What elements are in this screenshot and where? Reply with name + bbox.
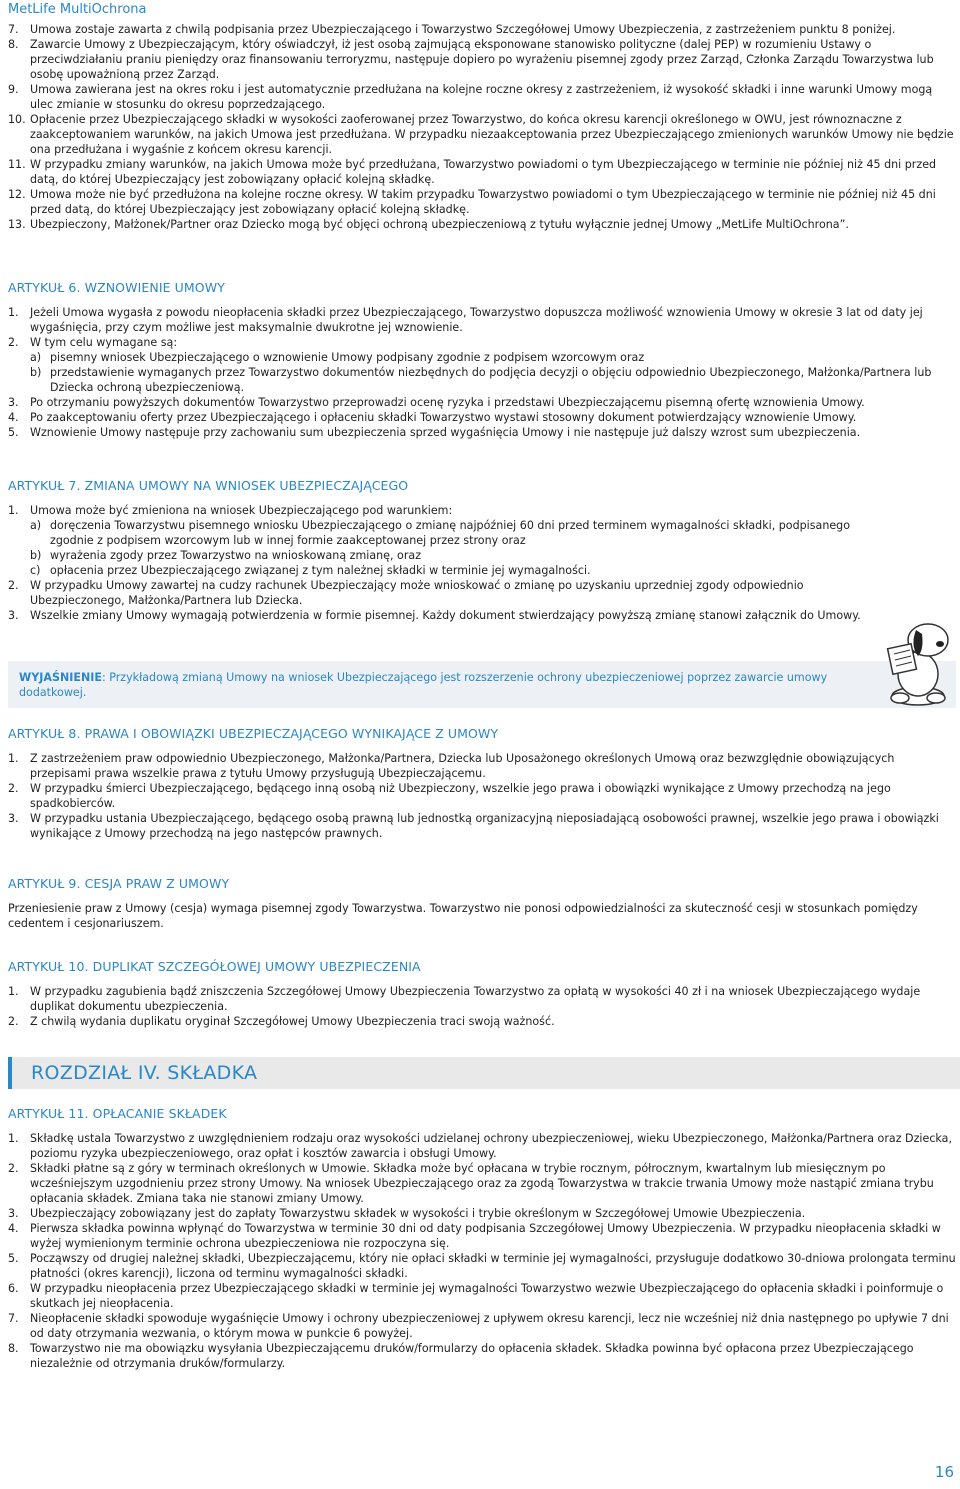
list-item: 5. Wznowienie Umowy następuje przy zachowaniu sum ubezpieczenia sprzed wygaśnięcia Umowy i nie następuje już dalszy wzrost sum ubezpieczenia. <box>8 426 861 439</box>
list-item: 2. W tym celu wymagane są: <box>8 336 178 349</box>
list-item: 8. Towarzystwo nie ma obowiązku wysyłania Ubezpieczającemu druków/formularzy do opłacenia składek. Składka powinna być opłacona przez Ubezpieczającego niezależnie od otrzymania druków/formularzy. <box>8 1342 914 1370</box>
list-item: 1. Umowa może być zmieniona na wniosek Ubezpieczającego pod warunkiem: <box>8 504 453 517</box>
explanation-note <box>8 661 956 708</box>
chapter-title: ROZDZIAŁ IV. SKŁADKA <box>31 1062 258 1084</box>
snoopy-reading-illustration <box>882 616 954 708</box>
sub-item: a) pisemny wniosek Ubezpieczającego o wznowienie Umowy podpisany zgodnie z podpisem wzorcowym oraz <box>30 351 645 364</box>
article-title: ARTYKUŁ 6. WZNOWIENIE UMOWY <box>8 280 225 295</box>
list-item: 2. W przypadku śmierci Ubezpieczającego, będącego inną osobą niż Ubezpieczony, wszelkie jego prawa i obowiązki wynikające z Umowy przechodzą na jego spadkobierców. <box>8 782 891 810</box>
list-item: 12. Umowa może nie być przedłużona na kolejne roczne okresy. W takim przypadku Towarzystwo powiadomi o tym Ubezpieczającego w terminie nie później niż 45 dni przed datą, do której Ubezpieczający jest zobowiązany opłacić kolejną składkę. <box>8 188 936 216</box>
list-item: 3. Ubezpieczający zobowiązany jest do zapłaty Towarzystwu składek w wysokości i trybie określonym w Szczegółowej Umowie Ubezpieczenia. <box>8 1207 806 1220</box>
article-7 <box>8 478 878 623</box>
paragraph: Przeniesienie praw z Umowy (cesja) wymaga pisemnej zgody Towarzystwa. Towarzystwo nie ponosi odpowiedzialności za skuteczność cesji w stosunkach pomiędzy cedentem i cesjonariuszem. <box>8 902 918 930</box>
page-number: 16 <box>934 1463 954 1481</box>
article-10 <box>8 959 956 1029</box>
list-item: 3. Wszelkie zmiany Umowy wymagają potwierdzenia w formie pisemnej. Każdy dokument stwierdzający powyższą zmianę stanowi załącznik do Umowy. <box>8 609 861 622</box>
chapter-header <box>8 1057 960 1089</box>
article-8 <box>8 726 956 841</box>
document-header: MetLife MultiOchrona <box>8 2 147 17</box>
article-title: ARTYKUŁ 8. PRAWA I OBOWIĄZKI UBEZPIECZAJĄCEGO WYNIKAJĄCE Z UMOWY <box>8 726 499 741</box>
list-item: 4. Po zaakceptowaniu oferty przez Ubezpieczającego i opłaceniu składki Towarzystwo wystawi stosowny dokument potwierdzający wznowienie Umowy. <box>8 411 857 424</box>
list-item: 8. Zawarcie Umowy z Ubezpieczającym, który oświadczył, iż jest osobą zajmującą eksponowane stanowisko polityczne (dalej PEP) w rozumieniu Ustawy o przeciwdziałaniu praniu pieniędzy oraz finansowaniu terroryzmu, następuje dopiero po wyrażeniu pisemnej zgody przez Zarząd, Członka Zarządu Towarzystwa lub osobę upoważnioną przez Zarząd. <box>8 38 934 81</box>
list-item: 4. Pierwsza składka powinna wpłynąć do Towarzystwa w terminie 30 dni od daty podpisania Szczegółowej Umowy Ubezpieczenia. W przypadku nieopłacenia składki w wyżej wymienionym terminie ochrona ubezpieczeniowa nie rozpoczyna się. <box>8 1222 941 1250</box>
sub-item: b) wyrażenia zgody przez Towarzystwo na wnioskowaną zmianę, oraz <box>30 549 422 562</box>
article-title: ARTYKUŁ 7. ZMIANA UMOWY NA WNIOSEK UBEZPIECZAJĄCEGO <box>8 478 409 493</box>
note-text: : Przykładową zmianą Umowy na wniosek Ubezpieczającego jest rozszerzenie ochrony ubezpieczeniowej poprzez zawarcie umowy dodatkowej. <box>19 671 828 699</box>
list-item: 10. Opłacenie przez Ubezpieczającego składki w wysokości zaoferowanej przez Towarzystwo, do końca okresu karencji określonego w OWU, jest równoznaczne z zaakceptowaniem warunków, na jakich Umowa jest przedłużana. W przypadku niezaakceptowania przez Ubezpieczającego zmienionych warunków Umowy nie będzie ona przedłużana i wygaśnie z końcem okresu karencji. <box>8 113 954 156</box>
note-label: WYJAŚNIENIE <box>19 671 102 684</box>
sub-item: b) przedstawienie wymaganych przez Towarzystwo dokumentów niezbędnych do podjęcia decyzji o objęciu odpowiednio Ubezpieczonego, Małżonka/Partnera lub Dziecka ochroną ubezpieczeniową. <box>30 366 932 394</box>
sub-item: a) doręczenia Towarzystwu pisemnego wniosku Ubezpieczającego o zmianę najpóźniej 60 dni przed terminem wymagalności składki, podpisanego zgodnie z podpisem wzorcowym lub w innej formie zaakceptowanej przez strony oraz <box>30 519 851 547</box>
article-title: ARTYKUŁ 10. DUPLIKAT SZCZEGÓŁOWEJ UMOWY UBEZPIECZENIA <box>8 959 421 974</box>
list-item: 7. Nieopłacenie składki spowoduje wygaśnięcie Umowy i ochrony ubezpieczeniowej z upływem okresu karencji, lecz nie wcześniej niż dnia następnego po upływie 7 dni od daty otrzymania wezwania, o którym mowa w punkcie 6 powyżej. <box>8 1312 949 1340</box>
article-6 <box>8 280 956 440</box>
list-item: 9. Umowa zawierana jest na okres roku i jest automatycznie przedłużana na kolejne roczne okresy z zastrzeżeniem, iż wysokość składki i inne warunki Umowy mogą ulec zmianie w stosunku do okresu poprzedzającego. <box>8 83 933 111</box>
list-item: 6. W przypadku nieopłacenia przez Ubezpieczającego składki w terminie jej wymagalności Towarzystwo wezwie Ubezpieczającego do opłacenia składki i poinformuje o skutkach jej nieopłacenia. <box>8 1282 944 1310</box>
section-continued <box>8 22 956 232</box>
list-item: 7. Umowa zostaje zawarta z chwilą podpisania przez Ubezpieczającego i Towarzystwo Szczegółowej Umowy Ubezpieczenia, z zastrzeżeniem punktu 8 poniżej. <box>8 23 896 36</box>
list-item: 13. Ubezpieczony, Małżonek/Partner oraz Dziecko mogą być objęci ochroną ubezpieczeniową z tytułu wyłącznie jednej Umowy „MetLife MultiOchrona”. <box>8 218 849 231</box>
article-title: ARTYKUŁ 11. OPŁACANIE SKŁADEK <box>8 1106 227 1121</box>
list-item: 2. Z chwilą wydania duplikatu oryginał Szczegółowej Umowy Ubezpieczenia traci swoją ważność. <box>8 1015 555 1028</box>
article-11 <box>8 1106 956 1371</box>
list-item: 2. Składki płatne są z góry w terminach określonych w Umowie. Składka może być opłacana w trybie rocznym, półrocznym, kwartalnym lub miesięcznym po wcześniejszym uzgodnieniu przez strony Umowy. Na wniosek Ubezpieczającego oraz za zgodą Towarzystwa w trakcie trwania Umowy może nastąpić zmiana trybu opłacania składek. Zmiana taka nie stanowi zmiany Umowy. <box>8 1162 934 1205</box>
list-item: 11. W przypadku zmiany warunków, na jakich Umowa może być przedłużana, Towarzystwo powiadomi o tym Ubezpieczającego w terminie nie później niż 45 dni przed datą, do której Ubezpieczający jest zobowiązany opłacić kolejną składkę. <box>8 158 937 186</box>
list-item: 3. Po otrzymaniu powyższych dokumentów Towarzystwo przeprowadzi ocenę ryzyka i przedstawi Ubezpieczającemu pisemną ofertę wznowienia Umowy. <box>8 396 865 409</box>
list-item: 2. W przypadku Umowy zawartej na cudzy rachunek Ubezpieczający może wnioskować o zmianę po uzyskaniu uprzedniej zgody odpowiednio Ubezpieczonego, Małżonka/Partnera lub Dziecka. <box>8 579 804 607</box>
list-item: 3. W przypadku ustania Ubezpieczającego, będącego osobą prawną lub jednostką organizacyjną nieposiadającą osobowości prawnej, wszelkie jego prawa i obowiązki wynikające z Umowy przechodzą na jego następców prawnych. <box>8 812 939 840</box>
list-item: 1. Jeżeli Umowa wygasła z powodu nieopłacenia składki przez Ubezpieczającego, Towarzystwo dopuszcza możliwość wznowienia Umowy w okresie 3 lat od daty jej wygaśnięcia, przy czym możliwe jest maksymalnie dwukrotne jej wznowienie. <box>8 306 923 334</box>
list-item: 1. Składkę ustala Towarzystwo z uwzględnieniem rodzaju oraz wysokości udzielanej ochrony ubezpieczeniowej, wieku Ubezpieczonego, Małżonka/Partnera oraz Dziecka, poziomu ryzyka ubezpieczeniowego, oraz opłat i kosztów zawarcia i obsługi Umowy. <box>8 1132 952 1160</box>
list-item: 1. W przypadku zagubienia bądź zniszczenia Szczegółowej Umowy Ubezpieczenia Towarzystwo za opłatą w wysokości 40 zł i na wniosek Ubezpieczającego wydaje duplikat dokumentu ubezpieczenia. <box>8 985 921 1013</box>
article-9 <box>8 876 956 931</box>
list-item: 5. Począwszy od drugiej należnej składki, Ubezpieczającemu, który nie opłaci składki w terminie jej wymagalności, przysługuje dodatkowo 30-dniowa prolongata terminu płatności (okres karencji), liczona od terminu wymagalności składki. <box>8 1252 956 1280</box>
sub-item: c) opłacenia przez Ubezpieczającego związanej z tym należnej składki w terminie jej wymagalności. <box>30 564 591 577</box>
list-item: 1. Z zastrzeżeniem praw odpowiednio Ubezpieczonego, Małżonka/Partnera, Dziecka lub Uposażonego określonych Umową oraz bezwzględnie obowiązujących przepisami prawa wszelkie prawa z tytułu Umowy przysługują Ubezpieczającemu. <box>8 752 895 780</box>
article-title: ARTYKUŁ 9. CESJA PRAW Z UMOWY <box>8 876 230 891</box>
